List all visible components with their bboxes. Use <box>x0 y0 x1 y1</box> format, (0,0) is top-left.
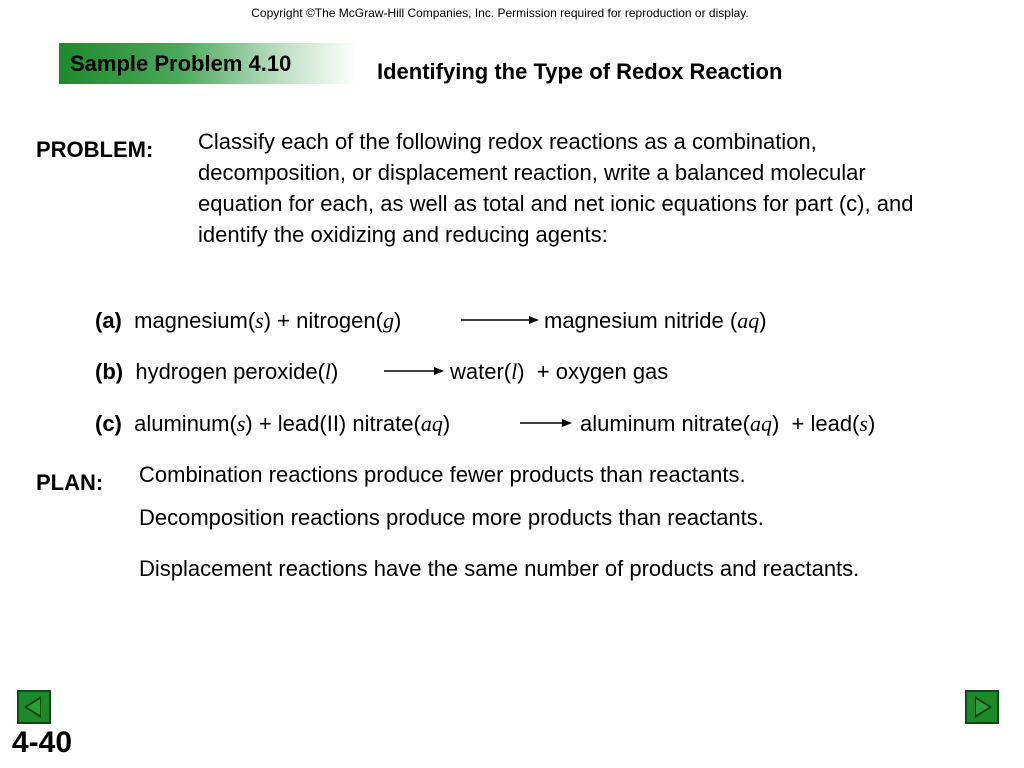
equation-b-product-state: l <box>511 359 518 384</box>
equation-a-product-close: ) <box>759 308 767 333</box>
plan-line-displacement: Displacement reactions have the same number of products and reactants. <box>139 556 860 581</box>
equation-c-reactants <box>95 411 450 437</box>
equation-b-reactant-1: hydrogen peroxide( <box>135 359 325 384</box>
previous-slide-button[interactable] <box>17 690 51 724</box>
equation-c-product-2: + lead( <box>779 411 860 436</box>
equation-c-products <box>580 411 875 437</box>
triangle-right-icon <box>967 692 997 722</box>
plan-line-combination: Combination reactions produce fewer products than reactants. <box>139 462 746 487</box>
equation-a-products <box>544 308 767 334</box>
equation-a-reactants <box>95 308 401 334</box>
equation-c-reactant-2: ) + lead(II) nitrate( <box>245 411 421 436</box>
equation-c-label: (c) <box>95 411 122 436</box>
equation-c-product-close-2: ) <box>867 411 876 436</box>
equation-a-close-2: ) <box>393 308 402 333</box>
sample-problem-title: Identifying the Type of Redox Reaction <box>377 59 783 84</box>
equation-b-state-1: l <box>324 359 332 384</box>
equation-b-label: (b) <box>95 359 124 384</box>
plan-line-decomposition: Decomposition reactions produce more products than reactants. <box>139 505 764 530</box>
equation-c-state-1: s <box>236 411 246 436</box>
triangle-left-icon <box>19 692 49 722</box>
equation-c-product-1: aluminum nitrate( <box>580 411 750 436</box>
problem-label: PROBLEM: <box>36 137 154 162</box>
equation-c-reactant-1: aluminum( <box>134 411 237 436</box>
copyright-notice: Copyright ©The McGraw-Hill Companies, Inc. Permission required for reproduction or display. <box>251 6 749 20</box>
equation-b-product-1: water( <box>450 359 512 384</box>
reaction-arrow-icon <box>520 417 572 429</box>
equation-c-product-state-2: s <box>859 411 868 436</box>
equation-a-reactant-1: magnesium( <box>134 308 256 333</box>
equation-b-products <box>450 359 668 385</box>
equation-b-reactants <box>95 359 338 385</box>
equation-c-state-2: aq <box>420 411 443 436</box>
problem-statement: Classify each of the following redox reactions as a combination, decomposition, or displacement reaction, write a balanced molecular equation for each, as well as total and net ionic equations for part (c), and identify the oxidizing and reducing agents: <box>198 129 914 247</box>
equation-b-product-2: + oxygen gas <box>524 359 669 384</box>
slide-number: 4-40 <box>12 726 73 759</box>
equation-c-product-state-1: aq <box>749 411 772 436</box>
plan-label: PLAN: <box>36 470 104 495</box>
equation-a-state-1: s <box>255 308 264 333</box>
equation-b-product-close: ) <box>517 359 525 384</box>
equation-a-product-1: magnesium nitride ( <box>544 308 738 333</box>
equation-c-product-close-1: ) <box>771 411 780 436</box>
next-slide-button[interactable] <box>965 690 999 724</box>
reaction-arrow-icon <box>461 314 539 326</box>
equation-c-close-2: ) <box>442 411 451 436</box>
equation-a-state-2: g <box>382 308 394 333</box>
equation-a-label: (a) <box>95 308 122 333</box>
sample-problem-label: Sample Problem 4.10 <box>70 51 292 76</box>
equation-a-reactant-2: ) + nitrogen( <box>263 308 383 333</box>
equation-b-close-1: ) <box>331 359 339 384</box>
reaction-arrow-icon <box>384 365 444 377</box>
equation-a-product-state: aq <box>737 308 760 333</box>
